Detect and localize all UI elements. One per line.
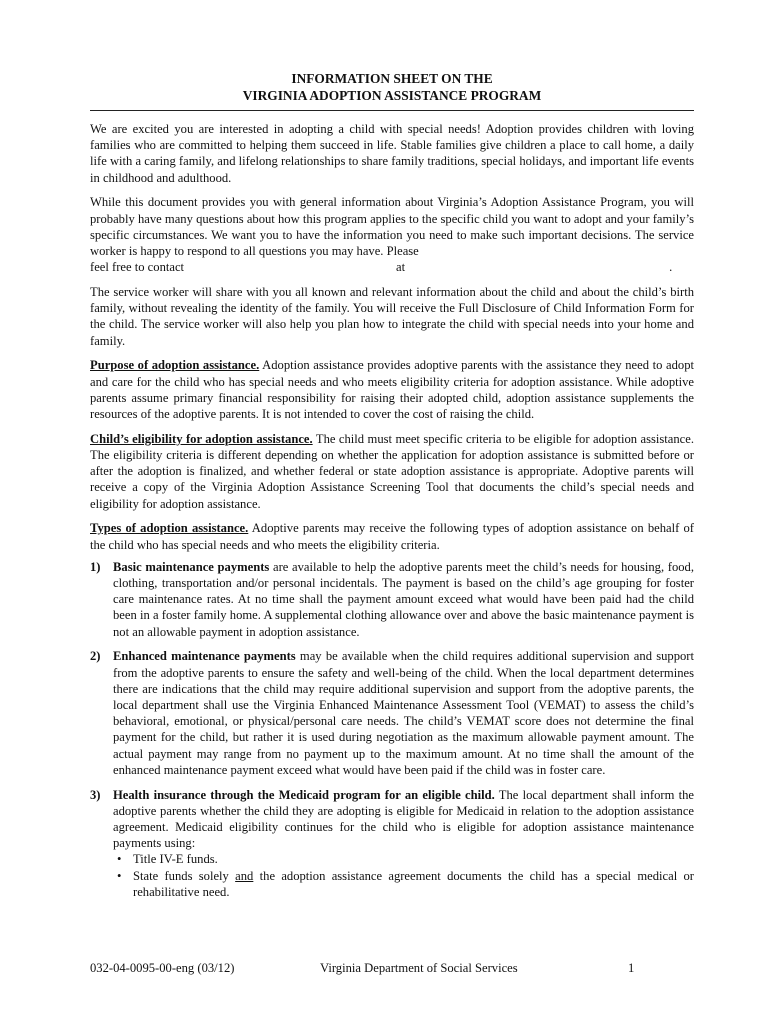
bullet-icon: • (117, 852, 122, 867)
purpose-paragraph (90, 357, 694, 422)
purpose-heading: Purpose of adoption assistance. (90, 358, 260, 373)
list-item-text: are available to help the adoptive parents meet the child’s needs for housing, food, clothing, transportation and/or personal incidentals. The payment is based on the child’s age grouping for foster care maintenance rates. At no time shall the payment amount exceed what would have been paid had the child been in a foster family home. A supplemental clothing allowance over and above the basic maintenance payment is not an allowable payment in adoption assistance. (113, 559, 695, 639)
eligibility-heading: Child’s eligibility for adoption assistance. (90, 431, 313, 446)
page-number: 1 (628, 961, 635, 975)
list-item-text: may be available when the child requires additional supervision and support from the adoptive parents to ensure the safety and well-being of the child. When the local department determines there are indications that the child may require additional supervision and support from the adoptive parents, the local department shall use the Virginia Enhanced Maintenance Assessment Tool (VEMAT) to assess the child’s behavioral, emotional, or physical/personal care needs. The child’s VEMAT score does not determine the final payment for the child, but rather it is used during negotiation as the maximum allowable payment amount. The actual payment may range from no payment up to the maximum amount. At no time shall the amount of the enhanced maintenance payment exceed what would have been paid if the child was in foster care. (113, 649, 694, 777)
title-line-2: VIRGINIA ADOPTION ASSISTANCE PROGRAM (242, 88, 542, 103)
bullet-text-post: the adoption assistance agreement documents the child has a special medical or rehabilitative need. (133, 868, 695, 899)
bullet-icon: • (117, 868, 122, 883)
title-line-1: INFORMATION SHEET ON THE (291, 71, 493, 86)
bullet-item (117, 851, 694, 867)
agency-name: Virginia Department of Social Services (320, 961, 518, 975)
bullet-item (117, 868, 694, 900)
list-number: 3) (90, 787, 101, 802)
list-number: 2) (90, 649, 101, 664)
contact-prefix: feel free to contact (90, 260, 185, 275)
list-item (90, 559, 694, 640)
purpose-text: Adoption assistance provides adoptive parents with the assistance they need to adopt and care for the child who has special needs and who meets eligibility criteria for adoption assistance. While adoptive parents assume primary financial responsibility for raising their adopted child, adoption assistance supplements the resources of the adoptive parents. It is not intended to cover the cost of raising the child. (90, 358, 694, 422)
list-item-title: Health insurance through the Medicaid program for an eligible child. (113, 787, 495, 802)
questions-paragraph (90, 194, 694, 275)
bullet-text-underlined: and (235, 868, 254, 883)
list-item-text: The local department shall inform the adoptive parents whether the child they are adopting is eligible for Medicaid in relation to the adoption assistance agreement. Medicaid eligibility continues for the child who is eligible for adoption assistance maintenance payments using: (113, 787, 694, 851)
list-item (90, 648, 694, 778)
types-list (90, 559, 694, 900)
list-item (90, 787, 694, 900)
questions-text: While this document provides you with general information about Virginia’s Adoption Assistance Program, you will probably have many questions about how this program applies to the specific child you want to adopt and your family’s specific circumstances. We want you to have the information you need to make such important decisions. The service worker is happy to respond to all questions you may have. Please (90, 195, 694, 259)
form-number: 032-04-0095-00-eng (03/12) (90, 961, 235, 975)
contact-at: at (396, 260, 406, 275)
title-divider (90, 110, 694, 111)
types-text: Adoptive parents may receive the following types of adoption assistance on behalf of the child who has special needs and who meets the eligibility criteria. (90, 521, 694, 552)
eligibility-text: The child must meet specific criteria to be eligible for adoption assistance. The eligibility criteria is different depending on whether the application for adoption assistance is submitted before or after the adoption is finalized, and whether federal or state adoption assistance is appropriate. Adoptive parents will receive a copy of the Virginia Adoption Assistance Screening Tool that documents the child’s special needs and eligibility for adoption assistance. (90, 431, 695, 511)
list-item-title: Enhanced maintenance payments (113, 649, 296, 664)
disclosure-paragraph: The service worker will share with you all known and relevant information about the child and about the child’s birth family, without revealing the identity of the family. You will receive the Full Disclosure of Child Information Form for the child. The service worker will also help you plan how to integrate the child with special needs into your home and family. (90, 285, 694, 348)
contact-end: . (669, 260, 673, 275)
bullet-text-pre: State funds solely (133, 868, 236, 883)
types-heading: Types of adoption assistance. (90, 521, 249, 536)
medicaid-bullet-list (113, 851, 694, 900)
contact-line (90, 260, 672, 274)
list-item-title: Basic maintenance payments (113, 559, 270, 574)
eligibility-paragraph (90, 431, 694, 512)
intro-paragraph: We are excited you are interested in adopting a child with special needs! Adoption provides children with loving families who are committed to helping them succeed in life. Stable families give children a place to call home, a daily life with a caring family, and lifelong relationships to share family traditions, special holidays, and important life events in childhood and adulthood. (90, 122, 694, 185)
list-number: 1) (90, 559, 101, 574)
types-paragraph (90, 520, 694, 552)
document-page (90, 70, 694, 900)
bullet-text: Title IV-E funds. (133, 852, 218, 867)
